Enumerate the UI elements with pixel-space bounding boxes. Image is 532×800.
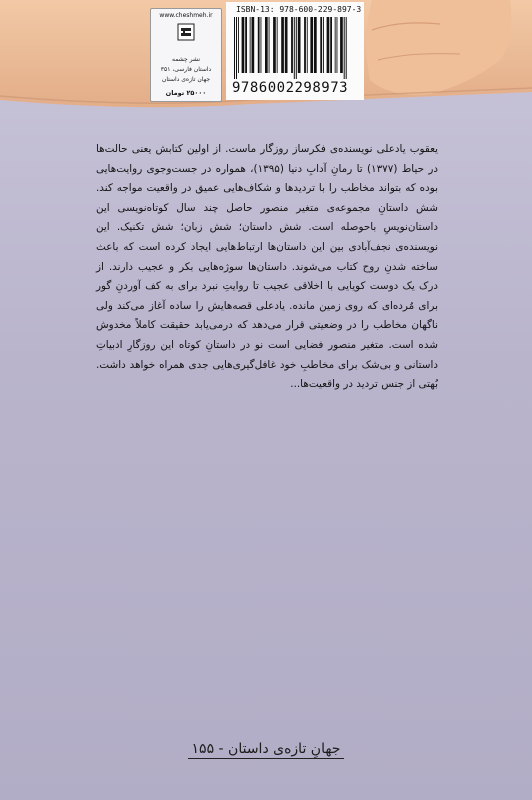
publisher-meta-line: جهان تازه‌ی داستان [161, 76, 211, 83]
publisher-meta-line: داستان فارسی، ۳۵۱ [160, 66, 212, 73]
publisher-meta-line: نشر چشمه [172, 56, 200, 63]
publisher-meta [153, 55, 219, 85]
publisher-website: www.cheshmeh.ir [159, 12, 213, 19]
price-label: ۲۵۰۰۰ تومان [165, 89, 207, 97]
isbn-number: 9786002298973 [232, 80, 349, 96]
barcode-box [226, 2, 364, 100]
description-text: یعقوب یادعلی نویسنده‌ی فکرساز روزگار ماست. از اولین کتابش یعنی حالت‌ها در حیاط (۱۳۷۷) تا رمانِ آدابِ دنیا (۱۳۹۵)، همواره در جست‌وجوی روایت‌هایی بوده که بتواند مخاطب را با تردیدها و شکاف‌هایی عمیق در واقعیت مواجه کند. شش داستانِ مجموعه‌ی متغیر منصور حاصل چند سال کوتاه‌نویسی این داستان‌نویسِ باحوصله است. شش داستان؛ شش زبان؛ شش تکنیک. این نویسنده‌ی نجف‌آبادی بین این داستان‌ها ارتباط‌هایی ایجاد کرده است که باعث ساخته شدنِ روح کتاب می‌شوند. داستان‌ها سوژه‌هایی بکر و عجیب دارند. از درک یک دوست کویایی با اخلاقی عجیب تا روایتِ نبرد برای به کف آوردنِ گور برای مُرده‌ای که روی زمین مانده. یادعلی قصه‌هایش را ساده آغاز می‌کند ولی ناگهان مخاطب را در وضعیتی قرار می‌دهد که درمی‌یابد حقیقت کاملاً مخدوش شده است. متغیر منصور فضایی است نو در داستانِ کوتاه این روزگارِ ادبیاتِ داستانی و بی‌شک برای مخاطبِ خود غافل‌گیری‌هایی جدی همراه خواهد داشت. بُهتی از جنس تردید در واقعیت‌ها... [96, 143, 438, 391]
isbn-label: ISBN-13: 978-600-229-897-3 [236, 5, 362, 14]
cheshmeh-logo-icon [177, 23, 195, 41]
series-title [0, 738, 532, 759]
series-label: جهانِ تازه‌ی داستان - ۱۵۵ [188, 741, 345, 759]
barcode-image [232, 17, 358, 79]
publisher-box [150, 8, 222, 102]
book-description [96, 140, 438, 395]
